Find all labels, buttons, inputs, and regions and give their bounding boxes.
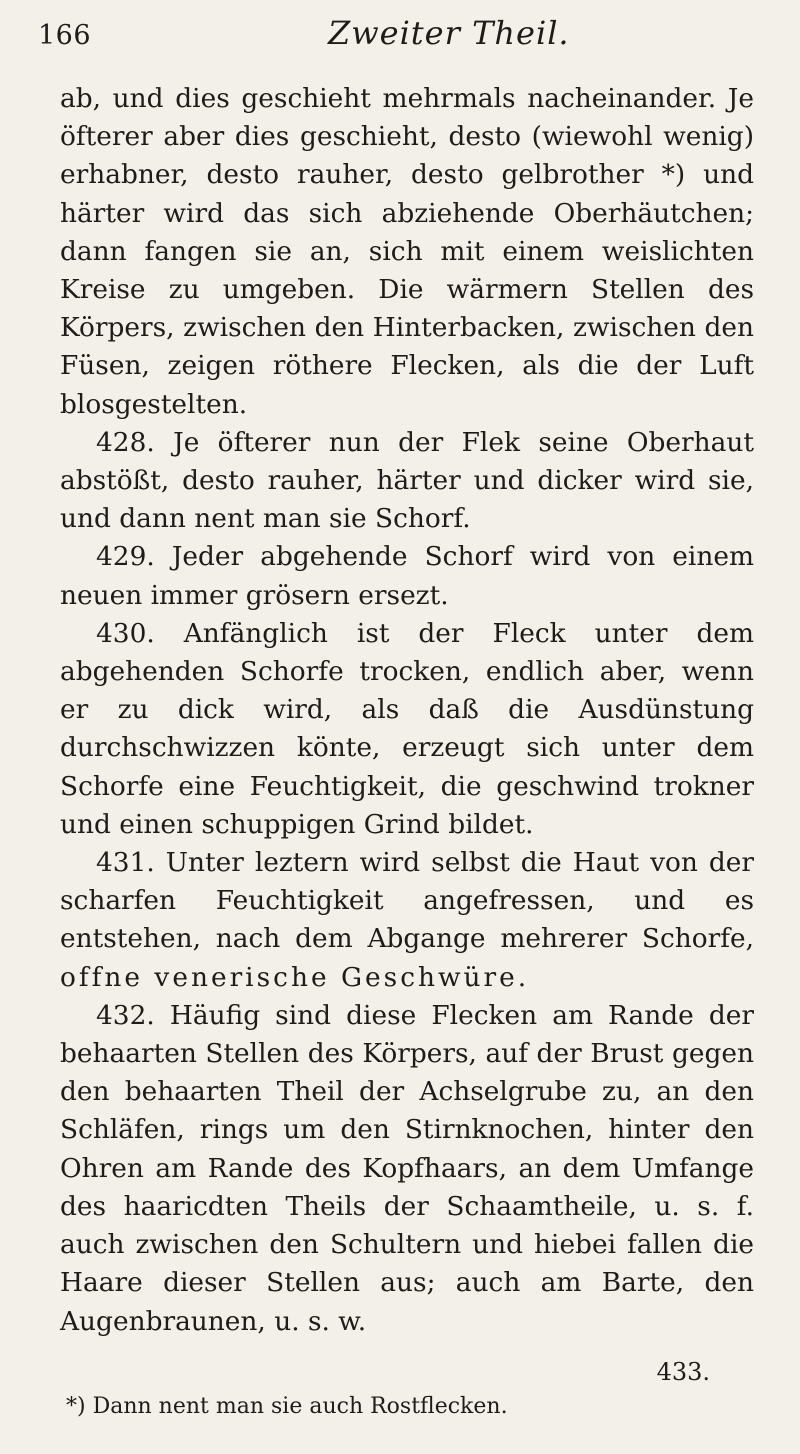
paragraph-continued: ab, und dies geschieht mehrmals nacheinander. Je öfterer aber dies geschieht, desto (wiewohl wenig) erhabner, desto rauher, desto gelbrother *) und härter wird das sich abziehende Oberhäutchen; dann fangen sie an, sich mit einem weislichten Kreise zu umgeben. Die wärmern Stellen des Körpers, zwischen den Hinterbacken, zwischen den Füsen, zeigen röthere Flecken, als die der Luft blosgestelten. [60, 83, 754, 420]
running-title: Zweiter Theil. [328, 14, 570, 52]
page-header [38, 14, 740, 74]
paragraph-431-emphasis: offne venerische Geschwüre. [60, 961, 530, 993]
paragraph-431 [60, 844, 754, 997]
paragraph-431-text: 431. Unter leztern wird selbst die Haut von der scharfen Feuchtigkeit angefressen, und es entstehen, nach dem Abgange mehrerer Schorfe, [60, 847, 754, 955]
page-number: 166 [38, 20, 92, 51]
paragraph-430: 430. Anfänglich ist der Fleck unter dem abgehenden Schorfe trocken, endlich aber, wenn er zu dick wird, als daß die Ausdünstung durchschwizzen könte, erzeugt sich unter dem Schorfe eine Feuchtigkeit, die geschwind trokner und einen schuppigen Grind bildet. [60, 617, 754, 840]
paragraph-432: 432. Häufig sind diese Flecken am Rande der behaarten Stellen des Körpers, auf der Brust gegen den behaarten Theil der Achselgrube zu, an den Schläfen, rings um den Stirnknochen, hinter den Ohren am Rande des Kopfhaars, an dem Umfange des haaricdten Theils der Schaamtheile, u. s. f. auch zwischen den Schultern und hiebei fallen die Haare dieser Stellen aus; auch am Barte, den Augenbraunen, u. s. w. [60, 999, 754, 1337]
body-text [60, 80, 754, 1341]
paragraph-429: 429. Jeder abgehende Schorf wird von einem neuen immer grösern ersezt. [60, 541, 754, 611]
catchword: 433. [656, 1358, 710, 1386]
paragraph-428: 428. Je öfterer nun der Flek seine Oberhaut abstößt, desto rauher, härter und dicker wird sie, und dann nent man sie Schorf. [60, 426, 754, 535]
footnote: *) Dann nent man sie auch Rostflecken. [66, 1394, 508, 1419]
